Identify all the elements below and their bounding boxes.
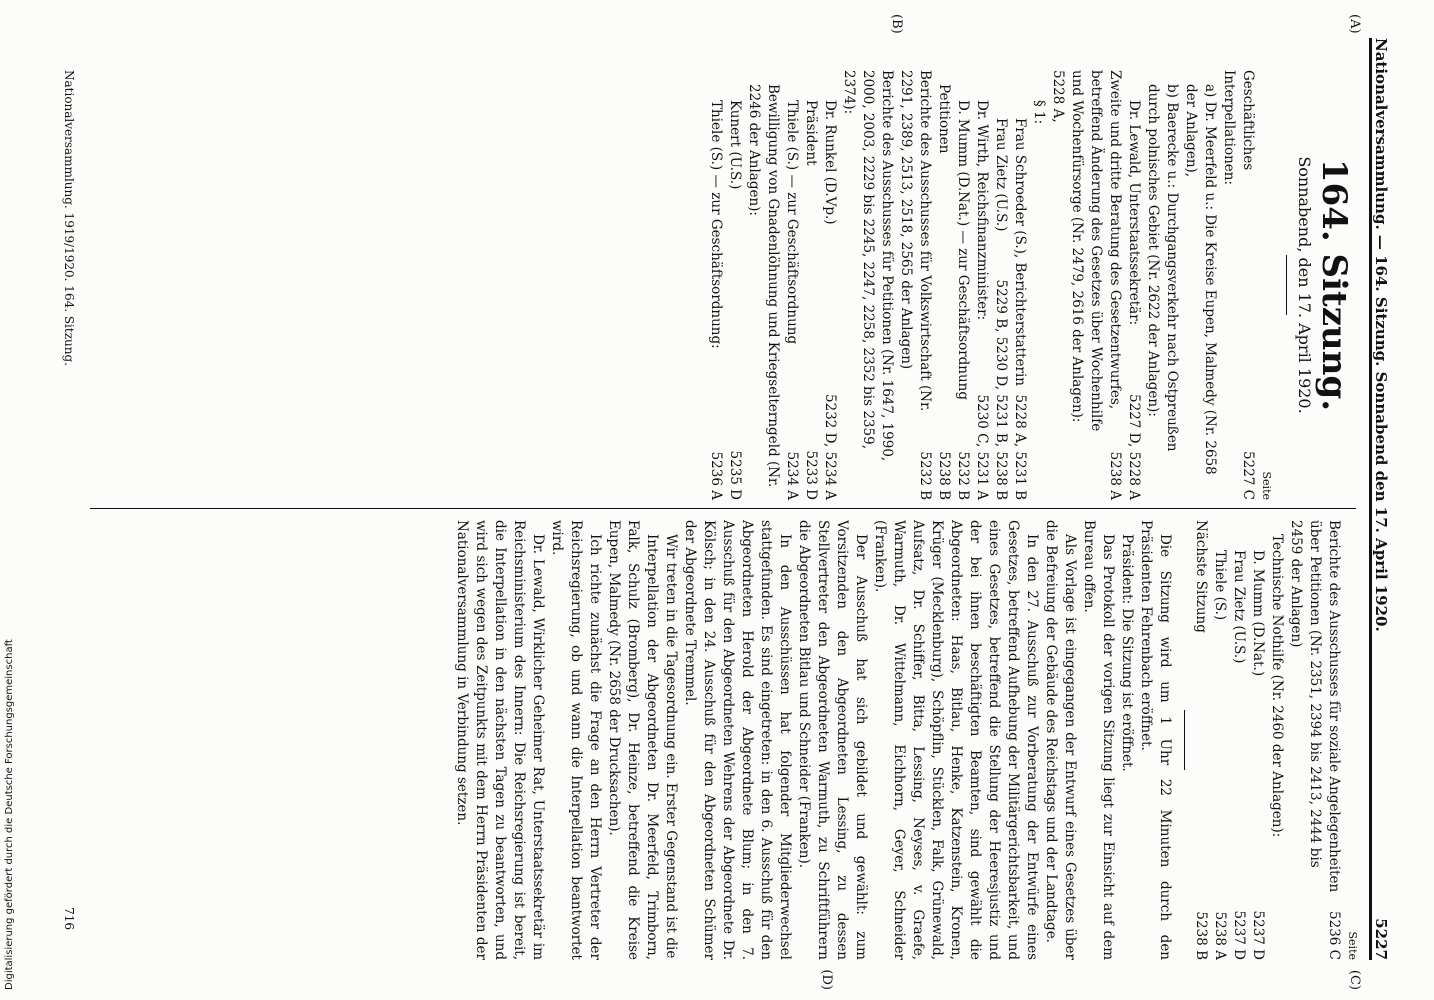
- paragraph: Präsident: Die Sitzung ist eröffnet.: [1119, 534, 1135, 772]
- footer: Nationalversammlung. 1919/1920. 164. Sitzung.: [62, 70, 76, 366]
- toc-entry: [782, 70, 801, 500]
- toc-entry-text: Frau Schroeder (S.), Berichterstatterin: [1012, 118, 1028, 386]
- right-column: [452, 520, 1362, 960]
- toc-entry-page: 5232 B: [917, 451, 933, 500]
- toc-entry: [896, 70, 934, 500]
- toc-entry-page: 5237 D: [1250, 910, 1266, 960]
- paragraph: Der Ausschuß hat sich gebildet und gewählt: zum Vorsitzenden den Abgeordneten Lessing, zu dessen Stellvertreter den Abgeordneten Warmuth, zu Schriftführern die Abgeordneten Bitlau und Schneider (Franken).: [796, 520, 869, 960]
- toc-entry: [820, 70, 839, 500]
- toc-entry-page: 5236 C: [1326, 911, 1342, 960]
- margin-marker-d: (D): [819, 969, 834, 990]
- toc-entry-text: Zweite und dritte Beratung des Gesetzentwurfes, betreffend Änderung des Gesetzes über Wochenhilfe und Wochenfürsorge (Nr. 2479, 2616 der Anlagen): 5228 A,: [1050, 70, 1123, 432]
- toc-entry: [706, 70, 725, 500]
- toc-entry-page: 5238 B: [1193, 911, 1209, 960]
- paragraph: Die Sitzung wird um 1 Uhr 22 Minuten durch den Präsidenten Fehrenbach eröffnet.: [1138, 520, 1173, 960]
- toc-entry: [1238, 70, 1257, 500]
- running-header: [1372, 38, 1398, 960]
- toc-entry-text: Technische Nothilfe (Nr. 2460 der Anlagen):: [1269, 534, 1285, 838]
- toc-entry-page: 5232 B: [955, 451, 971, 500]
- toc-entry-text: Interpellationen:: [1221, 70, 1237, 186]
- toc-entry: [1124, 70, 1143, 500]
- toc-entry-text: Berichte des Ausschusses für soziale Angelegenheiten über Petitionen (Nr. 2351, 2394 bis 2413, 2444 bis 2459 der Anlagen): [1288, 520, 1342, 893]
- margin-marker-c: (C): [1347, 969, 1362, 990]
- footer-page-number: 716: [62, 907, 76, 930]
- toc-entry: [1191, 520, 1210, 960]
- toc-entry-text: D. Mumm (D.Nat.): [1250, 550, 1266, 677]
- margin-marker-a: (A): [1347, 14, 1362, 34]
- toc-entry: [972, 70, 991, 500]
- toc-entry: [1010, 70, 1029, 500]
- title-rule: [1286, 255, 1287, 315]
- toc-entry-text: Präsident: [803, 100, 819, 166]
- toc-entry-page: 5238 A: [1212, 911, 1228, 960]
- paragraph: Ich richte zunächst die Frage an den Herrn Vertreter der Reichsregierung, ob und wann die Interpellation beantwortet wird.: [549, 520, 603, 960]
- toc-entry-text: Frau Zietz (U.S.): [1231, 550, 1247, 664]
- toc-entry: [725, 70, 744, 500]
- toc-entry-text: Berichte des Ausschusses für Petitionen (Nr. 1647, 1990, 2000, 2003, 2229 bis 2245, 2247, 2258, 2352 bis 2359, 2374):: [841, 70, 895, 462]
- toc-entry: [1210, 520, 1229, 960]
- paragraph: Als Vorlage ist eingegangen der Entwurf eines Gesetzes über die Befreiung der Gebäude des Reichstags und der Landtage.: [1043, 520, 1078, 960]
- toc-entry: [1143, 70, 1181, 500]
- header-left: Nationalversammlung. — 164. Sitzung. Sonnabend den 17. April 1920.: [1372, 38, 1390, 632]
- toc-entry-page: 5229 B, 5230 D, 5231 B, 5238 B: [993, 279, 1009, 500]
- paragraph: Interpellation der Abgeordneten Dr. Meerfeld, Trimborn, Falk, Schulz (Bromberg), Dr. Heinze, betreffend die Kreise Eupen, Malmedy (Nr. 2658 der Drucksachen).: [606, 520, 660, 960]
- toc-entry-text: Dr. Runkel (D.Vp.): [822, 100, 838, 225]
- toc-entry-page: 5236 A: [708, 451, 724, 500]
- left-column: [706, 70, 1362, 500]
- toc-entry: [934, 70, 953, 500]
- seite-label: Seite: [1260, 471, 1273, 500]
- toc-entry: [839, 70, 896, 500]
- toc-entry-page: 5233 D: [803, 450, 819, 500]
- toc-entry: [744, 70, 782, 500]
- toc-entry-text: Nächste Sitzung: [1193, 520, 1209, 633]
- paragraph: Wir treten in die Tagesordnung ein. Erster Gegenstand ist die: [663, 534, 679, 959]
- table-of-contents-left: [706, 70, 1257, 500]
- toc-entry-text: Kunert (U.S.): [727, 100, 743, 190]
- toc-entry: [1267, 520, 1286, 960]
- toc-entry-text: Petitionen: [936, 84, 952, 154]
- paragraph: Das Protokoll der vorigen Sitzung liegt zur Einsicht auf dem Bureau offen.: [1081, 520, 1116, 960]
- toc-entry-page: 5227 C: [1240, 451, 1256, 500]
- toc-entry: [953, 70, 972, 500]
- toc-entry-text: Geschäftliches: [1240, 70, 1256, 171]
- paragraph: In den 27. Ausschuß zur Vorberatung der Entwürfe eines Gesetzes, betreffend Aufhebung der Militärgerichtsbarkeit, und eines Gesetzes, betreffend die Stellung der Heeresjustiz und der bei ihnen beschäftigten Beamten, sind gewählt die Abgeordneten: Haas, Bitlau, Henke, Katzenstein, Kronen, Krüger (Mecklenburg), Schöpflin, Stücklen, Falk, Grünewald, Aufsatz, Dr. Schiffer, Bitta, Lessing, Neyses, v. Graefe, Warmuth, Dr. Wittelmann, Eichhorn, Geyer, Schneider (Franken).: [872, 520, 1040, 960]
- toc-entry-page: 5238 A: [1107, 451, 1123, 500]
- paragraph: In den Ausschüssen hat folgender Mitgliederwechsel stattgefunden. Es sind eingetreten: in den 6. Ausschuß für den Abgeordneten Herold der Abgeordnete Blum; in den 7. Ausschuß für den Abgeordneten Wehrens der Abgeordnete Dr. Kölsch; in den 24. Ausschuß für den Abgeordneten Schümer der Abgeordnete Tremmel.: [682, 520, 793, 960]
- minutes-body: [452, 520, 1174, 960]
- toc-entry-text: Dr. Wirth, Reichsfinanzminister:: [974, 100, 990, 321]
- paragraph: Dr. Lewald, Wirklicher Geheimer Rat, Unterstaatssekretär im Reichsministerium des Innern: Die Reichsregierung ist bereit, die Interpellation in den nächsten Tagen zu beantworten, und wird sich wegen des Zeitpunkts mit dem Herrn Präsidenten der Nationalversammlung in Verbindung setzen.: [454, 520, 546, 960]
- margin-marker-b: (B): [889, 14, 904, 34]
- section-rule: [1184, 710, 1185, 770]
- toc-entry: [991, 70, 1010, 500]
- toc-entry-page: 5237 D: [1231, 910, 1247, 960]
- toc-entry: [1248, 520, 1267, 960]
- toc-entry: [1286, 520, 1343, 960]
- seite-label-right: Seite: [1346, 931, 1359, 960]
- toc-entry-text: Frau Zietz (U.S.): [993, 118, 1009, 232]
- toc-entry-page: 5230 C, 5231 A: [974, 394, 990, 500]
- toc-entry-text: Thiele (S.): [1212, 550, 1228, 621]
- column-divider: [90, 508, 1356, 509]
- toc-entry: [1048, 70, 1124, 500]
- toc-entry-text: Thiele (S.) — zur Geschäftsordnung: [784, 100, 800, 345]
- toc-entry: [1229, 520, 1248, 960]
- toc-entry-text: Thiele (S.) — zur Geschäftsordnung:: [708, 100, 724, 349]
- toc-entry-page: 5238 B: [936, 451, 952, 500]
- table-of-contents-right: [1191, 520, 1343, 960]
- toc-entry-page: 5227 D, 5228 A: [1126, 394, 1142, 500]
- toc-entry-page: 5232 D, 5234 A: [822, 394, 838, 500]
- toc-entry-text: b) Baerecke u.: Durchgangsverkehr nach Ostpreußen durch polnisches Gebiet (Nr. 2622 der Anlagen):: [1145, 84, 1180, 452]
- toc-entry-page: 5228 A, 5231 B: [1012, 394, 1028, 500]
- session-date: Sonnabend, den 17. April 1920.: [1295, 156, 1314, 414]
- toc-entry: [801, 70, 820, 500]
- session-title: 164. Sitzung.: [1314, 158, 1354, 412]
- toc-entry-text: a) Dr. Meerfeld u.: Die Kreise Eupen, Malmedy (Nr. 2658 der Anlagen),: [1183, 84, 1218, 475]
- side-note-text: Digitalisierung gefördert durch die Deutsche Forschungsgemeinschaft: [4, 639, 15, 990]
- toc-entry-text: Dr. Lewald, Unterstaatssekretär:: [1126, 100, 1142, 326]
- header-page-number: 5227: [1372, 918, 1390, 960]
- toc-entry: [1181, 70, 1219, 500]
- toc-entry-text: Bewilligung von Gnadenlöhnung und Kriegselterngeld (Nr. 2246 der Anlagen):: [746, 84, 781, 488]
- toc-entry-text: D. Mumm (D.Nat.) — zur Geschäftsordnung: [955, 100, 971, 401]
- toc-entry-page: 5234 A: [784, 451, 800, 500]
- toc-entry: [1219, 70, 1238, 500]
- toc-entry-page: 5235 D: [727, 450, 743, 500]
- toc-entry-text: Berichte des Ausschusses für Volkswirtschaft (Nr. 2291, 2389, 2513, 2518, 2565 der Anlagen): [898, 70, 933, 412]
- toc-entry: [1029, 70, 1048, 500]
- header-rule: [1369, 38, 1372, 960]
- toc-entry-text: § 1:: [1031, 100, 1047, 125]
